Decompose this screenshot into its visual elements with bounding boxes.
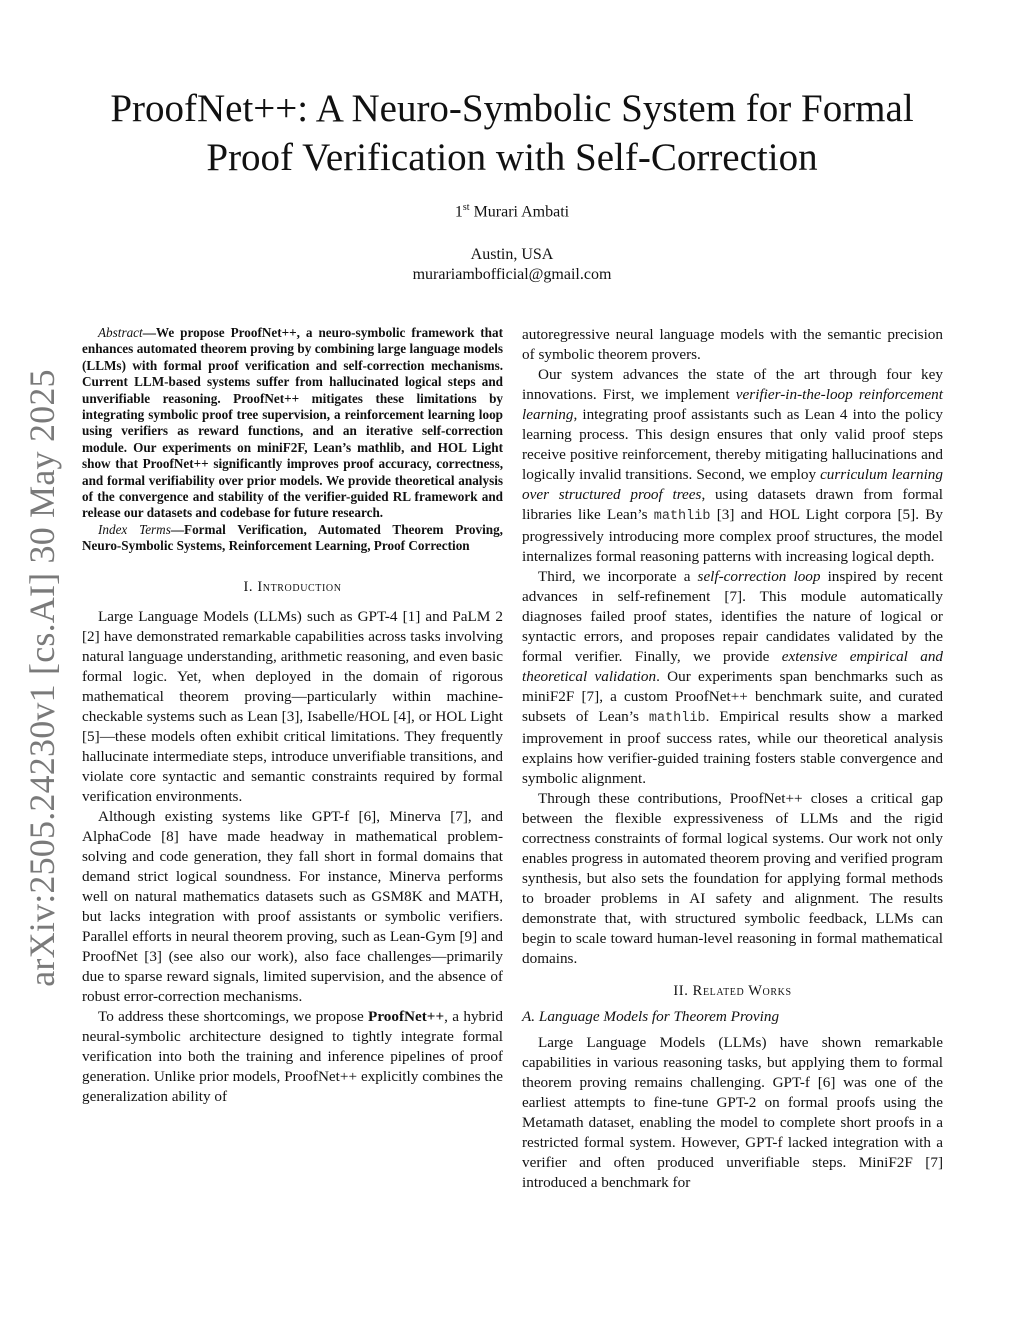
author-ordinal-suffix: st xyxy=(462,202,470,213)
affiliation-email: murariambofficial@gmail.com xyxy=(412,266,612,283)
arxiv-identifier: arXiv:2505.24230v1 [cs.AI] 30 May 2025 xyxy=(22,369,62,987)
intro-p5-text-d: [3] and HOL Light corpora [5]. By progressively introducing more complex proof structures, the model internalizes formal reasoning patterns with increasing logical depth. xyxy=(522,506,943,565)
intro-p5-emphasis-1: verifier-in-the-loop reinforcement learning xyxy=(522,386,944,423)
intro-p5-emphasis-2: curriculum learning over structured proof trees xyxy=(522,466,943,503)
index-terms-dash: — xyxy=(170,521,185,537)
author-ordinal: 1 xyxy=(454,203,463,221)
intro-p5-text-a: Our system advances the state of the art through four key innovations. First, we implement xyxy=(522,366,943,403)
intro-p3-text-a: To address these shortcomings, we propose xyxy=(98,1007,369,1025)
title-line-1: ProofNet++: A Neuro-Symbolic System for Formal xyxy=(110,87,914,130)
intro-p6-text-d: . Empirical results show a marked improvement in proof success rates, while our theoretical analysis explains how verifier-guided training fosters stable convergence and symbolic alignment. xyxy=(522,708,943,787)
title-line-2: Proof Verification with Self-Correction xyxy=(206,136,818,179)
left-column xyxy=(82,325,503,1107)
intro-paragraph-6 xyxy=(522,567,943,789)
intro-p3-proofnet-bold: ProofNet++ xyxy=(368,1007,445,1025)
section-heading-related-works: II. Related Works xyxy=(673,983,792,999)
author-name: Murari Ambati xyxy=(473,203,570,221)
intro-p6-text-b: inspired by recent advances in self-refinement [7]. This module automatically diagnoses failed proof states, identifies the nature of logical or syntactic errors, and proposes repair candidates validated by the formal verifier. Finally, we provide xyxy=(522,568,943,665)
intro-p6-code-mathlib: mathlib xyxy=(648,711,706,726)
abstract-block xyxy=(82,325,503,555)
affiliation-location: Austin, USA xyxy=(470,246,554,263)
intro-p3-text-b: , a hybrid neural-symbolic architecture designed to tightly integrate formal verification into both the training and inference pipelines of proof generation. Unlike prior models, ProofNet++ explicitly combines the generalization ability of xyxy=(82,1007,503,1105)
abstract-paragraph xyxy=(82,325,503,522)
right-column xyxy=(522,325,943,1193)
abstract-label: Abstract xyxy=(98,325,143,340)
author-line xyxy=(0,202,1024,221)
intro-paragraph-2: Although existing systems like GPT-f [6], Minerva [7], and AlphaCode [8] have made headway in mathematical problem-solving and code generation, they fall short in formal domains that demand strict logical soundness. For instance, Minerva performs well on natural mathematics datasets such as GSM8K and MATH, but lacks integration with proof assistants or symbolic verifiers. Parallel efforts in neural theorem proving, such as Lean-Gym [9] and ProofNet [3] (see also our work), also face challenges—primarily due to sparse reward signals, limited supervision, and the absence of robust error-correction mechanisms. xyxy=(82,807,503,1005)
intro-paragraph-1: Large Language Models (LLMs) such as GPT-4 [1] and PaLM 2 [2] have demonstrated remarkable capabilities across tasks involving natural language understanding, arithmetic reasoning, and even basic formal logic. Yet, when deployed in the domain of rigorous mathematical theorem proving—particularly within machine-checkable systems such as Lean [3], Isabelle/HOL [4], or HOL Light [5]—these models often exhibit critical limitations. They frequently hallucinate intermediate steps, introduce unverifiable transitions, and violate core syntactic and semantic constraints required by formal verification environments. xyxy=(82,607,503,805)
intro-p5-code-mathlib: mathlib xyxy=(653,509,711,524)
index-terms-label: Index Terms xyxy=(98,521,171,537)
section-heading-introduction: I. Introduction xyxy=(243,578,342,595)
index-terms-paragraph xyxy=(82,522,503,555)
index-terms-text: Formal Verification, Automated Theorem Proving, Neuro-Symbolic Systems, Reinforcement Learning, Proof Correction xyxy=(82,521,503,554)
intro-p6-text-a: Third, we incorporate a xyxy=(538,568,698,585)
intro-p6-emphasis-2: extensive empirical and theoretical validation xyxy=(522,648,944,685)
intro-paragraph-7: Through these contributions, ProofNet++ closes a critical gap between the flexible expressiveness of LLMs and the rigid correctness constraints of formal logical systems. Our work not only enables progress in automated theorem proving and verified program synthesis, but also sets the foundation for applying formal methods to broader problems in AI safety and alignment. The results demonstrate that, with structured symbolic feedback, LLMs can begin to scale toward human-level reasoning in formal mathematical domains. xyxy=(522,790,943,967)
subsection-heading-language-models: A. Language Models for Theorem Proving xyxy=(522,1008,780,1025)
paper-title xyxy=(80,84,944,182)
related-paragraph-1: Large Language Models (LLMs) have shown remarkable capabilities in various reasoning tasks, but applying them to formal theorem proving remains challenging. GPT-f [6] was one of the earliest attempts to fine-tune GPT-2 on formal proofs using the Metamath dataset, enabling the model to complete short proofs in a restricted formal system. However, GPT-f lacked integration with a verifier and often produced unverifiable steps. MiniF2F [7] introduced a benchmark for xyxy=(522,1034,943,1191)
intro-p5-text-b: , integrating proof assistants such as Lean 4 into the policy learning process. This design ensures that only valid proof steps receive positive reinforcement, thereby mitigating hallucinations and logically invalid transitions. Second, we employ xyxy=(522,406,943,483)
intro-p6-emphasis-1: self-correction loop xyxy=(697,568,821,585)
intro-paragraph-3 xyxy=(82,1007,503,1107)
affiliation xyxy=(0,245,1024,285)
abstract-text: We propose ProofNet++, a neuro-symbolic framework that enhances automated theorem proving by combining large language models (LLMs) with formal proof verification and self-correction mechanisms. Current LLM-based systems suffer from hallucinated logical steps and unverifiable reasoning. ProofNet++ mitigates these limitations by integrating symbolic proof tree supervision, a reinforcement learning loop using verifiers as reward functions, and an iterative self-correction module. Our experiments on miniF2F, Lean’s mathlib, and HOL Light show that ProofNet++ significantly improves proof accuracy, correctness, and formal verifiability over prior models. We provide theoretical analysis of the convergence and stability of the verifier-guided RL framework and release our datasets and codebase for future research. xyxy=(82,325,503,521)
abstract-dash: — xyxy=(142,325,156,340)
intro-p6-text-c: . Our experiments span benchmarks such as miniF2F [7], a custom ProofNet++ benchmark suite, and curated subsets of Lean’s xyxy=(522,668,943,725)
intro-paragraph-5 xyxy=(522,365,943,567)
intro-p5-text-c: , using datasets drawn from formal libraries like Lean’s xyxy=(522,486,943,523)
intro-paragraph-4: autoregressive neural language models with the semantic precision of symbolic theorem provers. xyxy=(522,326,943,363)
